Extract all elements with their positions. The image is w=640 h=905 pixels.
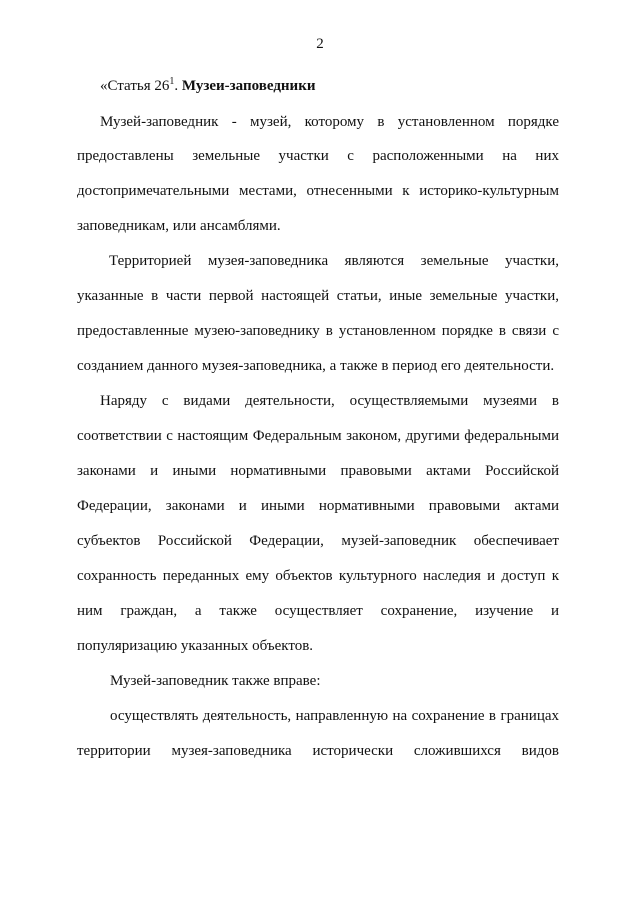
page-number: 2 [316,36,324,52]
paragraph-line: территории музея-заповедника исторически сложившихся видов [77,743,559,759]
paragraph-line: Музей-заповедник также вправе: [110,673,321,689]
paragraph-line: предоставленные музею-заповеднику в установленном порядке в связи с [77,323,559,339]
paragraph-line: осуществлять деятельность, направленную на сохранение в границах [110,708,559,724]
paragraph-line: популяризацию указанных объектов. [77,638,314,654]
paragraph-line: достопримечательными местами, отнесенными к историко-культурным [77,183,559,199]
paragraph-line: Наряду с видами деятельности, осуществляемыми музеями в [100,393,559,409]
article-prefix: «Статья 26 [100,78,170,94]
paragraph-line: созданием данного музея-заповедника, а также в период его деятельности. [77,358,555,374]
paragraph-line: соответствии с настоящим Федеральным законом, другими федеральными [77,428,559,444]
article-superscript: 1 [169,76,175,87]
paragraph-line: законами и иными нормативными правовыми актами Российской [77,463,559,479]
paragraph-line: субъектов Российской Федерации, музей-заповедник обеспечивает [77,533,559,549]
paragraph-line: указанные в части первой настоящей статьи, иные земельные участки, [77,288,559,304]
paragraph-line: Федерации, законами и иными нормативными правовыми актами [77,498,559,514]
paragraph-line: предоставлены земельные участки с расположенными на них [77,148,559,164]
article-separator: . [174,78,182,94]
article-heading [100,76,582,96]
paragraph-line: Музей-заповедник - музей, которому в установленном порядке [100,114,559,130]
paragraph-line: ним граждан, а также осуществляет сохранение, изучение и [77,603,559,619]
paragraph-line: сохранность переданных ему объектов культурного наследия и доступ к [77,568,559,584]
paragraph-line: заповедникам, или ансамблями. [77,218,281,234]
article-title: Музеи-заповедники [181,78,316,94]
paragraph-line: Территорией музея-заповедника являются земельные участки, [109,253,559,269]
